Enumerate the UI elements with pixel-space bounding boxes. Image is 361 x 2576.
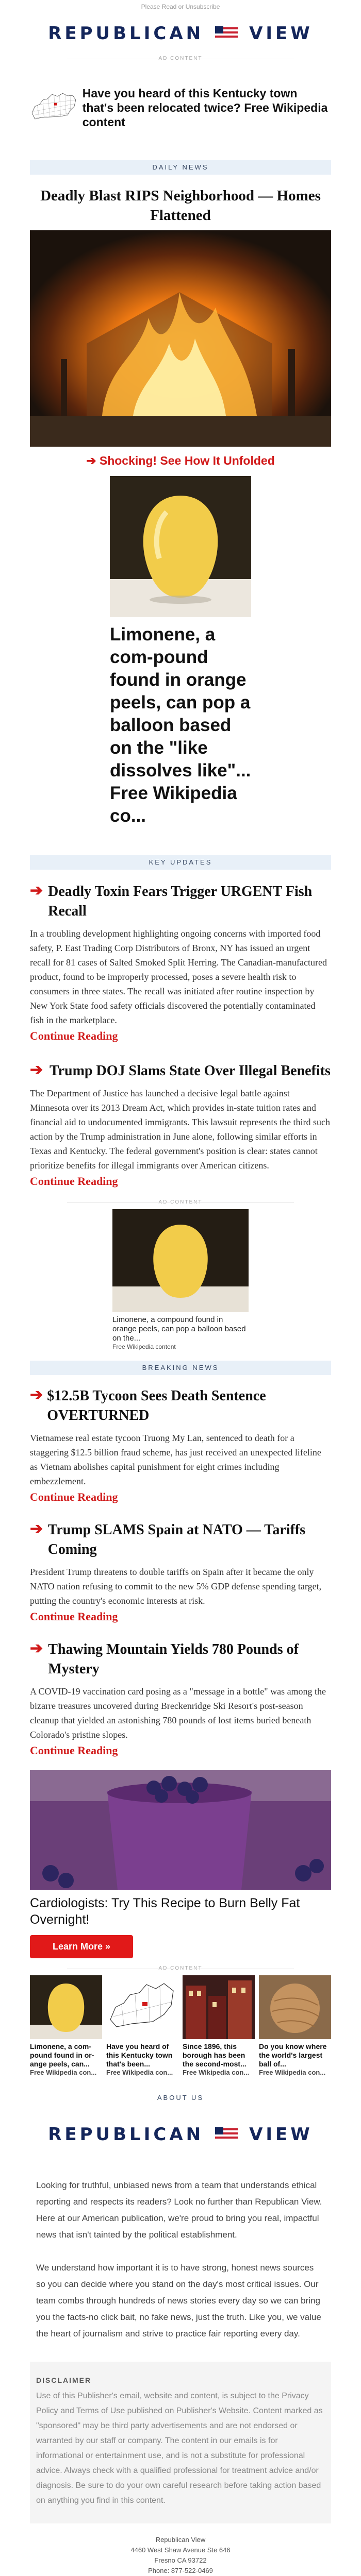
- tile-image: [106, 1975, 178, 2039]
- about-section: [0, 2177, 361, 2342]
- disclaimer-label: DISCLAIMER: [36, 2376, 92, 2384]
- learn-more-button[interactable]: Learn More »: [30, 1935, 133, 1958]
- footer-phone: Phone: 877-522-0469: [148, 2567, 213, 2574]
- brand-right: VIEW: [249, 2124, 313, 2145]
- ball-tile-illustration: [259, 1975, 331, 2039]
- ad-tile-kentucky[interactable]: [106, 1975, 178, 2076]
- ad-tile-borough[interactable]: [183, 1975, 255, 2076]
- continue-reading-link[interactable]: Continue Reading: [30, 1610, 118, 1623]
- tile-title[interactable]: Have you heard of this Kentucky town that's been...: [106, 2042, 173, 2068]
- ad-label-tiles: AD CONTENT: [0, 1965, 361, 1971]
- brand-left: REPUBLICAN: [48, 23, 204, 44]
- continue-reading-link[interactable]: Continue Reading: [30, 1175, 118, 1188]
- arrow-icon: ➔: [30, 1386, 43, 1403]
- house-fire-illustration: [30, 230, 331, 447]
- berry-smoothie-illustration: [30, 1770, 331, 1890]
- brand-right: VIEW: [249, 23, 313, 44]
- ad-kentucky-text[interactable]: Have you heard of this Kentucky town that's been relocated twice? Free Wikipedia content: [82, 87, 328, 129]
- tile-image: [183, 1975, 255, 2039]
- article-body: President Trump threatens to double tariffs on Spain after it became the only NATO nation refusing to commit to the new 5% GDP defense spending target, putting the country's economic interests at risk.: [30, 1567, 322, 1606]
- article-body: The Department of Justice has launched a decisive legal battle against Minnesota over its 2013 Dream Act, which provides in-state tuition rates and financial aid to undocumented immigrants. This lawsuit represents the third such action by the Trump administration in June alone, following similar efforts in Texas and Kentucky. The federal government's position is clear: states cannot prioritize benefits for illegal immigrants over American citizens.: [30, 1088, 331, 1171]
- footer-name: Republican View: [155, 2536, 206, 2544]
- arrow-icon: ➔: [30, 1640, 43, 1657]
- daily-news-cta[interactable]: ➔ Shocking! See How It Unfolded: [86, 454, 275, 467]
- tile-source: Free Wikipedia con...: [30, 2069, 97, 2076]
- article-body: A COVID-19 vaccination card posing as a "message in a bottle" was among the bizarre treasures uncovered during Breckenridge Ski Resort's post-season cleanup that yielded an astonishing 780 pounds of lost items buried beneath Colorado's pristine slopes.: [30, 1686, 326, 1740]
- tile-source: Free Wikipedia con...: [106, 2069, 173, 2076]
- lemon-balloon-image: [110, 476, 251, 617]
- brand-left: REPUBLICAN: [48, 2124, 204, 2145]
- lemon-balloon-small-illustration: [112, 1209, 249, 1312]
- ad-source: Free Wikipedia content: [112, 1343, 176, 1350]
- ad-kentucky[interactable]: [30, 66, 331, 149]
- key-updates-label: KEY UPDATES: [30, 855, 331, 870]
- berry-smoothie-image: [30, 1770, 331, 1890]
- ad-limonene-large[interactable]: [110, 476, 251, 827]
- tile-title[interactable]: Since 1896, this borough has been the second-most...: [183, 2042, 247, 2068]
- ad-limonene-small[interactable]: [112, 1209, 249, 1350]
- about-paragraph-1: Looking for truthful, unbiased news from a team that understands ethical reporting and respects its readers? Look no further than Republican View. Here at our American publication, we're proud to bring you real, impactful news that isn't tainted by the political establishment.: [36, 2180, 322, 2240]
- article-title[interactable]: $12.5B Tycoon Sees Death Sentence OVERTURNED: [47, 1388, 266, 1423]
- footer-masthead: [0, 2112, 361, 2157]
- daily-news-headline[interactable]: Deadly Blast RIPS Neighborhood — Homes Flattened: [40, 188, 321, 224]
- article-title[interactable]: Deadly Toxin Fears Trigger URGENT Fish Recall: [48, 884, 313, 919]
- article-nato: [30, 1520, 331, 1623]
- arrow-icon: ➔: [30, 1061, 43, 1078]
- breaking-news-label: BREAKING NEWS: [30, 1361, 331, 1375]
- borough-tile-illustration: [183, 1975, 255, 2039]
- ad-belly-fat[interactable]: [30, 1770, 331, 1958]
- tile-title[interactable]: Limonene, a com-pound found in or-ange peels, can...: [30, 2042, 94, 2068]
- tile-title[interactable]: Do you know where the world's largest ball of...: [259, 2042, 327, 2068]
- article-doj: [30, 1061, 331, 1188]
- article-body: In a troubling development highlighting ongoing concerns with imported food safety, P. East Trading Corp Distributors of Bronx, NY has issued an urgent recall for 81 cases of Salted Smoked Split Herring. The Canadian-manufactured product, found to be improperly processed, poses a severe health risk to consumers in three states. The recall was initiated after routine inspection by New York State food safety officials discovered the potentially contaminated fish in the marketplace.: [30, 928, 327, 1025]
- ad-label-top: AD CONTENT: [0, 56, 361, 61]
- lemon-balloon-small-image: [112, 1209, 249, 1312]
- tile-image: [30, 1975, 102, 2039]
- footer-street: 4460 West Shaw Avenue Ste 646: [130, 2546, 231, 2554]
- daily-news-label: DAILY NEWS: [30, 160, 331, 175]
- article-fish-recall: [30, 882, 331, 1043]
- article-tycoon: [30, 1386, 331, 1504]
- ad-label-mid: AD CONTENT: [0, 1199, 361, 1205]
- continue-reading-link[interactable]: Continue Reading: [30, 1029, 118, 1042]
- tile-image: [259, 1975, 331, 2039]
- ad-belly-fat-text[interactable]: Cardiologists: Try This Recipe to Burn Belly Fat Overnight!: [30, 1896, 300, 1927]
- lemon-tile-illustration: [30, 1975, 102, 2039]
- ad-tile-ball[interactable]: [259, 1975, 331, 2076]
- kentucky-map-image: [30, 69, 77, 146]
- top-note[interactable]: Please Read or Unsubscribe: [141, 3, 220, 10]
- footer-address: [0, 2535, 361, 2576]
- continue-reading-link[interactable]: Continue Reading: [30, 1490, 118, 1503]
- lemon-balloon-illustration: [110, 476, 251, 617]
- about-label: ABOUT US: [157, 2094, 204, 2102]
- disclaimer-text: Use of this Publisher's email, website and content, is subject to the Privacy Policy and Terms of Use published on Publisher's Website. Content marked as "sponsored" may be third party advertisements and are not endorsed or warranted by our staff or company. The content in our emails is for informational or entertainment use, and is not a substitute for professional advice. Always check with a qualified professional for treatment advice and/or diagnosis. Be sure to do your own careful research before taking action based on anything you find in this content.: [36, 2392, 323, 2505]
- tile-source: Free Wikipedia con...: [259, 2069, 326, 2076]
- flag-logo-icon: [215, 2127, 238, 2142]
- map-tile-illustration: [106, 1975, 178, 2039]
- flag-logo-icon: [215, 26, 238, 41]
- about-paragraph-2: We understand how important it is to have strong, honest news sources so you can decide where you stand on the day's most critical issues. Our team combs through hundreds of news stories every day so we can bring you the facts-no click bait, no fake news, just the truth. Like you, we value the heart of journalism and strive to practice fair reporting every day.: [36, 2263, 321, 2338]
- article-title[interactable]: Trump DOJ Slams State Over Illegal Benefits: [50, 1063, 331, 1079]
- article-title[interactable]: Thawing Mountain Yields 780 Pounds of Mystery: [48, 1641, 299, 1677]
- article-title[interactable]: Trump SLAMS Spain at NATO — Tariffs Coming: [47, 1522, 306, 1557]
- arrow-icon: ➔: [30, 882, 43, 899]
- tile-source: Free Wikipedia con...: [183, 2069, 250, 2076]
- arrow-icon: ➔: [30, 1520, 43, 1537]
- ad-tile-limonene[interactable]: [30, 1975, 102, 2076]
- ad-limonene-small-text[interactable]: Limonene, a compound found in orange peels, can pop a balloon based on the...: [112, 1315, 246, 1343]
- footer-city: Fresno CA 93722: [154, 2556, 207, 2564]
- disclaimer-box: [30, 2362, 331, 2523]
- masthead: [0, 11, 361, 56]
- article-body: Vietnamese real estate tycoon Truong My Lan, sentenced to death for a staggering $12.5 billion fraud scheme, has just received an unexpected lifeline as Vietnam abolishes capital punishment for eight crimes including embezzlement.: [30, 1433, 321, 1486]
- article-mountain: [30, 1640, 331, 1757]
- continue-reading-link[interactable]: Continue Reading: [30, 1744, 118, 1757]
- house-fire-image[interactable]: [30, 230, 331, 447]
- ad-limonene-large-text[interactable]: Limonene, a com-pound found in orange peels, can pop a balloon based on the "like dissolves like"... Free Wikipedia co...: [110, 624, 251, 826]
- ad-tiles: [30, 1975, 331, 2076]
